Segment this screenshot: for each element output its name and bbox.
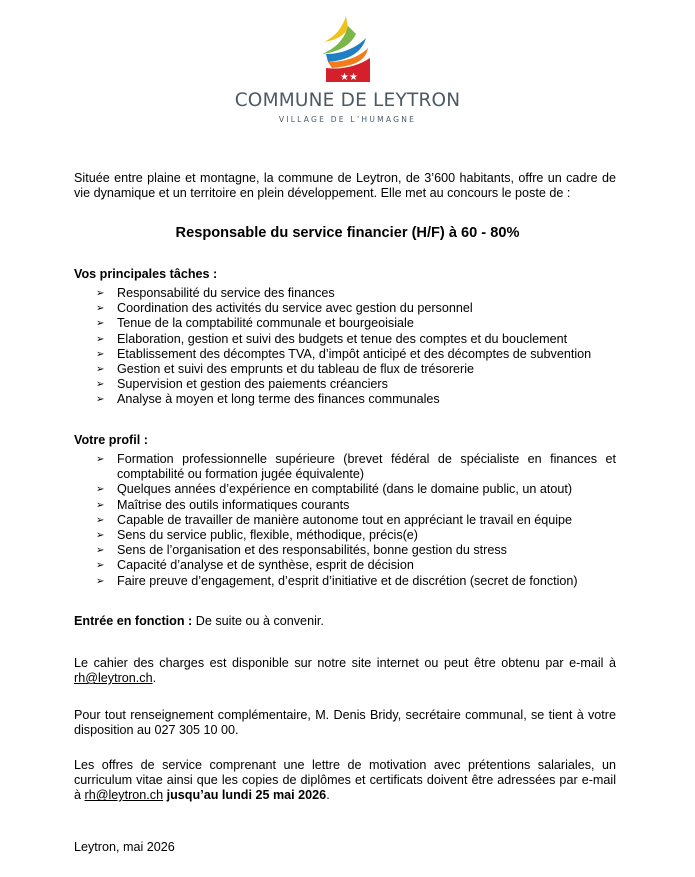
bullet-arrow-icon: ➢	[96, 560, 105, 572]
bullet-arrow-icon: ➢	[96, 379, 105, 391]
list-item	[74, 543, 616, 558]
tasks-heading: Vos principales tâches :	[74, 267, 218, 281]
charges-text: Le cahier des charges est disponible sur notre site internet ou peut être obtenu par e-mail à	[74, 656, 616, 670]
list-item	[74, 286, 616, 301]
place-date-footer: Leytron, mai 2026	[74, 840, 175, 854]
charges-end: .	[152, 671, 157, 686]
list-item	[74, 347, 616, 362]
bullet-arrow-icon: ➢	[96, 454, 105, 465]
list-item	[74, 301, 616, 316]
charges-paragraph	[74, 656, 616, 686]
offers-paragraph	[74, 758, 616, 804]
list-item-text: Coordination des activités du service avec gestion du personnel	[117, 301, 473, 316]
charges-email-link[interactable]: rh@leytron.ch	[74, 671, 153, 686]
list-item	[74, 558, 616, 573]
list-item	[74, 392, 616, 407]
list-item-text: Quelques années d’expérience en comptabilité (dans le domaine public, un atout)	[117, 482, 573, 497]
commune-logo-icon	[318, 14, 374, 86]
list-item-text: Etablissement des décomptes TVA, d’impôt anticipé et des décomptes de subvention	[117, 346, 592, 361]
list-item-text: Elaboration, gestion et suivi des budgets et tenue des comptes et du bouclement	[117, 331, 568, 346]
bullet-arrow-icon: ➢	[96, 575, 105, 587]
bullet-arrow-icon: ➢	[96, 545, 105, 557]
list-item	[74, 452, 616, 482]
list-item	[74, 513, 616, 528]
bullet-arrow-icon: ➢	[96, 303, 105, 315]
tasks-list	[74, 286, 616, 408]
offers-end: .	[326, 788, 330, 803]
bullet-arrow-icon: ➢	[96, 394, 105, 406]
bullet-arrow-icon: ➢	[96, 499, 105, 511]
offers-email-link[interactable]: rh@leytron.ch	[84, 788, 164, 803]
offers-deadline: jusqu’au lundi 25 mai 2026	[163, 788, 327, 803]
bullet-arrow-icon: ➢	[96, 288, 105, 299]
organisation-name: COMMUNE DE LEYTRON	[234, 90, 461, 111]
list-item-text: Gestion et suivi des emprunts et du tableau de flux de trésorerie	[117, 362, 475, 377]
list-item-text: Capacité d’analyse et de synthèse, esprit de décision	[117, 558, 414, 573]
list-item	[74, 377, 616, 392]
list-item-text: Analyse à moyen et long terme des finances communales	[117, 392, 440, 407]
list-item	[74, 332, 616, 347]
profile-heading: Votre profil :	[74, 433, 148, 447]
logo-stars: ★★	[340, 72, 358, 83]
list-item-text: Supervision et gestion des paiements créanciers	[117, 377, 388, 392]
job-title: Responsable du service financier (H/F) à 60 - 80%	[175, 225, 520, 241]
list-item-text: Sens de l’organisation et des responsabilités, bonne gestion du stress	[117, 543, 507, 558]
list-item	[74, 316, 616, 331]
bullet-arrow-icon: ➢	[96, 318, 105, 330]
intro-paragraph: Située entre plaine et montagne, la commune de Leytron, de 3’600 habitants, offre un cadre de vie dynamique et un territoire en plein développement. Elle met au concours le poste de :	[74, 171, 616, 201]
list-item	[74, 362, 616, 377]
start-date-line	[74, 614, 616, 629]
list-item-text: Sens du service public, flexible, méthodique, précis(e)	[117, 528, 419, 543]
start-date-value: De suite ou à convenir.	[192, 614, 324, 628]
bullet-arrow-icon: ➢	[96, 514, 105, 526]
start-date-label: Entrée en fonction :	[74, 614, 193, 628]
bullet-arrow-icon: ➢	[96, 333, 105, 345]
bullet-arrow-icon: ➢	[96, 484, 105, 496]
list-item-text: Maîtrise des outils informatiques courants	[117, 497, 350, 512]
profile-list	[74, 452, 616, 589]
contact-paragraph: Pour tout renseignement complémentaire, M. Denis Bridy, secrétaire communal, se tient à votre disposition au 027 305 10 00.	[74, 708, 616, 738]
list-item-text: Tenue de la comptabilité communale et bourgeoisiale	[117, 316, 414, 331]
list-item	[74, 498, 616, 513]
bullet-arrow-icon: ➢	[96, 364, 105, 376]
list-item-text: Responsabilité du service des finances	[117, 286, 335, 300]
list-item	[74, 528, 616, 543]
organisation-subtitle: VILLAGE DE L’HUMAGNE	[278, 115, 417, 124]
bullet-arrow-icon: ➢	[96, 348, 105, 360]
list-item-text: Faire preuve d’engagement, d’esprit d’initiative et de discrétion (secret de fonction)	[117, 573, 578, 588]
offers-text: Les offres de service comprenant une lettre de motivation avec prétentions salariales, un curriculum vitae ainsi que les copies de diplômes et certificats doivent être adressées par e-mail à	[74, 758, 616, 803]
list-item-text: Capable de travailler de manière autonome tout en appréciant le travail en équipe	[117, 512, 573, 527]
list-item	[74, 482, 616, 497]
list-item	[74, 574, 616, 589]
bullet-arrow-icon: ➢	[96, 530, 105, 542]
list-item-text: Formation professionnelle supérieure (brevet fédéral de spécialiste en finances et comptabilité ou formation jugée équivalente)	[117, 452, 616, 482]
